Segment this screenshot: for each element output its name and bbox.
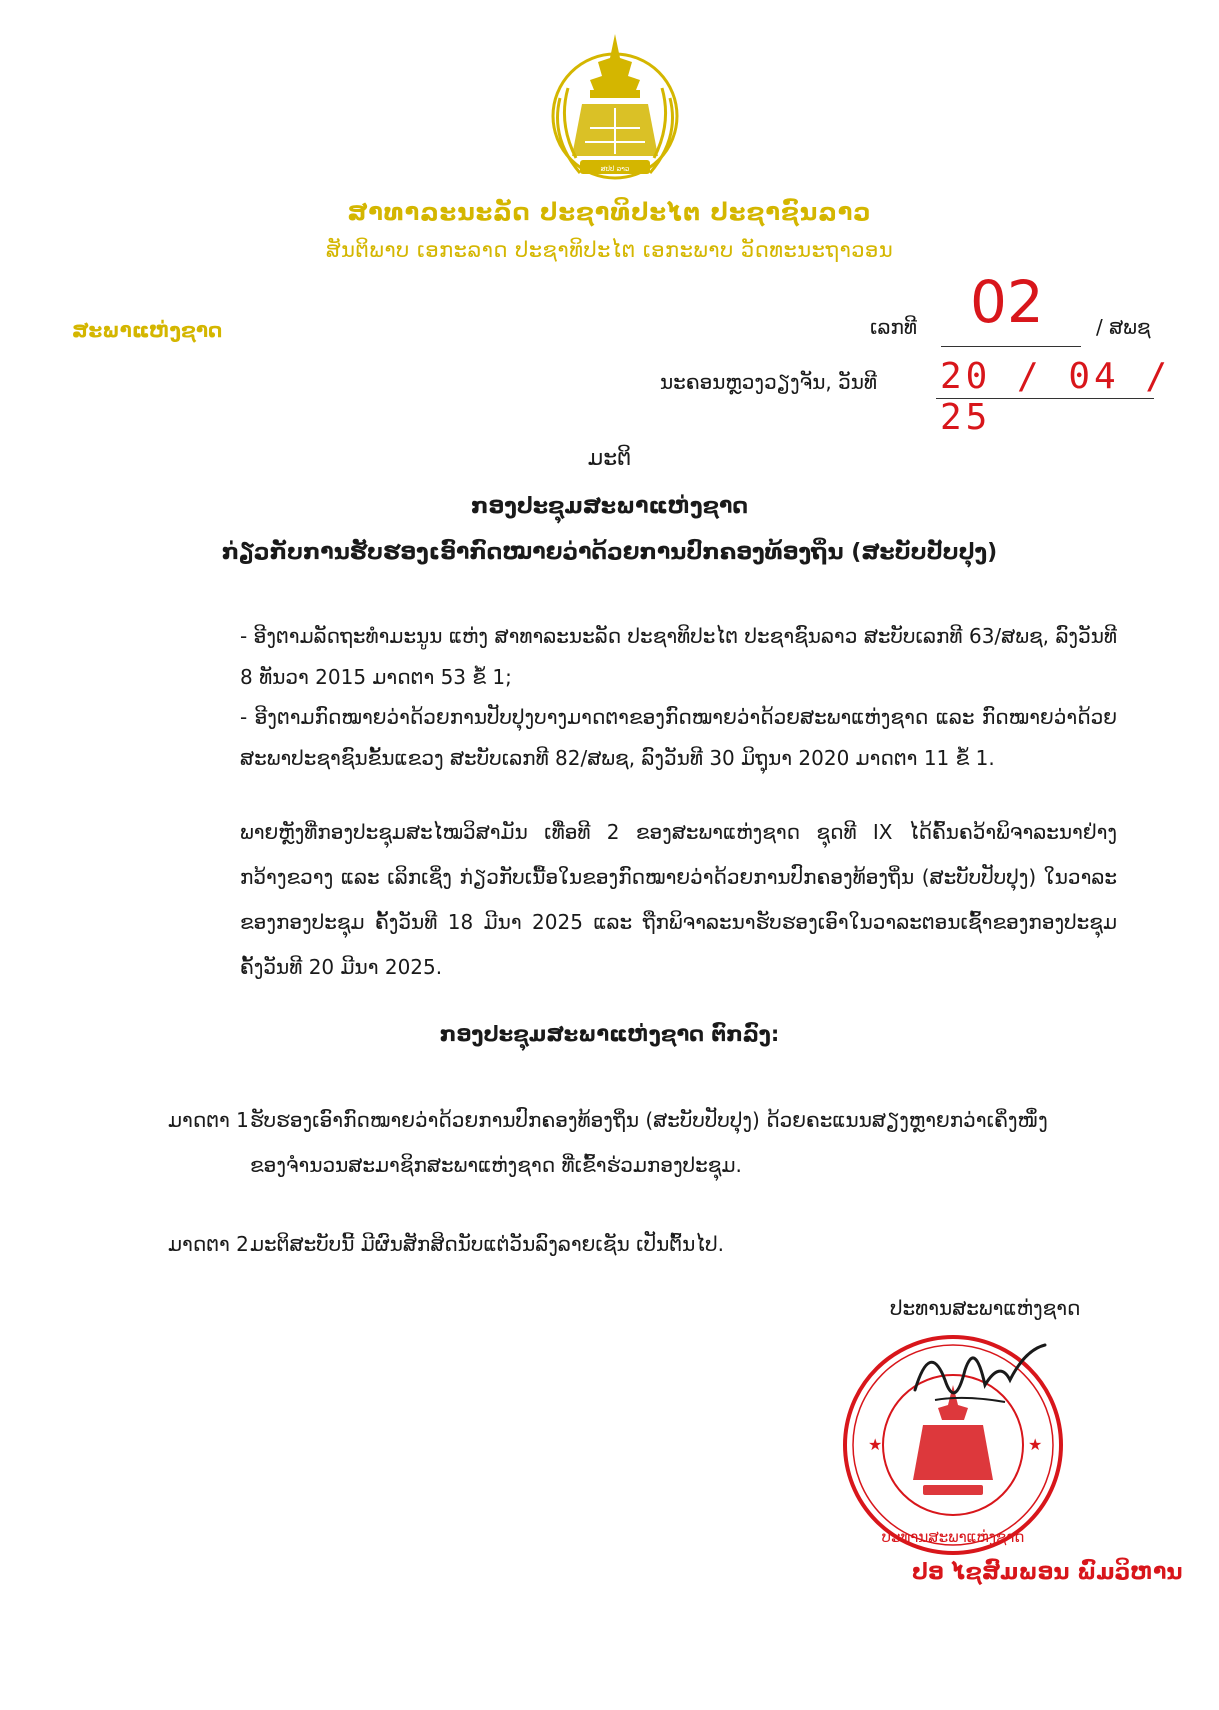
article-text: ມະຕິສະບັບນີ້ ມີຜົນສັກສິດນັບແຕ່ວັນລົງລາຍເຊັນ ເປັນຕົ້ນໄປ. bbox=[250, 1232, 724, 1256]
body-paragraph: ພາຍຫຼັງທີ່ກອງປະຊຸມສະໄໝວິສາມັນ ເທື່ອທີ 2 ຂອງສະພາແຫ່ງຊາດ ຊຸດທີ IX ໄດ້ຄົ້ນຄວ້າພິຈາລະນາຢ່າງກວ້າງຂວາງ ແລະ ເລິກເຊິ່ງ ກ່ຽວກັບເນື້ອໃນຂອງກົດໝາຍວ່າດ້ວຍການປົກຄອງທ້ອງຖິ່ນ (ສະບັບປັບປຸງ) ໃນວາລະຂອງກອງປະຊຸມ ຄັ້ງວັນທີ 18 ມີນາ 2025 ແລະ ຖືກພິຈາລະນາຮັບຮອງເອົາໃນວາລະຕອນເຊົ້າຂອງກອງປະຊຸມ ຄັ້ງວັນທີ 20 ມີນາ 2025. bbox=[240, 820, 1117, 979]
number-suffix: / ສພຊ bbox=[1096, 315, 1151, 339]
legal-reference-2: - ອີງຕາມກົດໝາຍວ່າດ້ວຍການປັບປຸງບາງມາດຕາຂອງກົດໝາຍວ່າດ້ວຍສະພາແຫ່ງຊາດ ແລະ ກົດໝາຍວ່າດ້ວຍສະພາປະຊາຊົນຂັ້ນແຂວງ ສະບັບເລກທີ 82/ສພຊ, ລົງວັນທີ 30 ມິຖຸນາ 2020 ມາດຕາ 11 ຂໍ້ 1. bbox=[240, 705, 1117, 770]
place-date-label: ນະຄອນຫຼວງວຽງຈັນ, ວັນທີ bbox=[660, 370, 878, 394]
emblem-text: ສປປ ລາວ bbox=[600, 165, 630, 173]
number-label: ເລກທີ bbox=[870, 315, 918, 339]
signatory-title: ປະທານສະພາແຫ່ງຊາດ bbox=[890, 1296, 1081, 1320]
document-type: ມະຕິ bbox=[587, 446, 632, 471]
article-label: ມາດຕາ 2 bbox=[168, 1232, 249, 1256]
svg-text:★: ★ bbox=[868, 1435, 883, 1454]
signatory-name: ປອ ໄຊສົມພອນ ພົມວິຫານ bbox=[912, 1560, 1183, 1585]
signature bbox=[905, 1330, 1055, 1420]
document-subject: ກ່ຽວກັບການຮັບຮອງເອົາກົດໝາຍວ່າດ້ວຍການປົກຄອງທ້ອງຖິ່ນ (ສະບັບປັບປຸງ) bbox=[221, 540, 998, 565]
national-emblem bbox=[540, 28, 690, 188]
article-2 bbox=[168, 1222, 1118, 1267]
document-title: ກອງປະຊຸມສະພາແຫ່ງຊາດ bbox=[471, 494, 748, 519]
number-underline bbox=[941, 346, 1081, 347]
national-motto: ສັນຕິພາບ ເອກະລາດ ປະຊາທິປະໄຕ ເອກະພາບ ວັດທະນະຖາວອນ bbox=[325, 238, 894, 262]
svg-text:★: ★ bbox=[1028, 1435, 1043, 1454]
document-date: 20 / 04 / 25 bbox=[940, 356, 1172, 438]
legal-reference-1: - ອີງຕາມລັດຖະທຳມະນູນ ແຫ່ງ ສາທາລະນະລັດ ປະຊາທິປະໄຕ ປະຊາຊົນລາວ ສະບັບເລກທີ 63/ສພຊ, ລົງວັນທີ 8 ທັນວາ 2015 ມາດຕາ 53 ຂໍ້ 1; bbox=[240, 624, 1117, 689]
article-continuation: ຂອງຈຳນວນສະມາຊິກສະພາແຫ່ງຊາດ ທີ່ເຂົ້າຮ່ວມກອງປະຊຸມ. bbox=[250, 1153, 742, 1177]
document-number: 02 bbox=[970, 268, 1044, 336]
decision-heading: ກອງປະຊຸມສະພາແຫ່ງຊາດ ຕົກລົງ: bbox=[439, 1022, 780, 1046]
article-text: ຮັບຮອງເອົາກົດໝາຍວ່າດ້ວຍການປົກຄອງທ້ອງຖິ່ນ (ສະບັບປັບປຸງ) ດ້ວຍຄະແນນສຽງຫຼາຍກວ່າເຄິ່ງໜຶ່ງ bbox=[250, 1108, 1048, 1132]
article-label: ມາດຕາ 1 bbox=[168, 1108, 249, 1132]
issuer-name: ສະພາແຫ່ງຊາດ bbox=[72, 318, 223, 342]
country-name: ສາທາລະນະລັດ ປະຊາທິປະໄຕ ປະຊາຊົນລາວ bbox=[347, 198, 872, 226]
article-1 bbox=[168, 1098, 1118, 1188]
seal-text: ປະທານສະພາແຫ່ງຊາດ bbox=[881, 1528, 1025, 1546]
